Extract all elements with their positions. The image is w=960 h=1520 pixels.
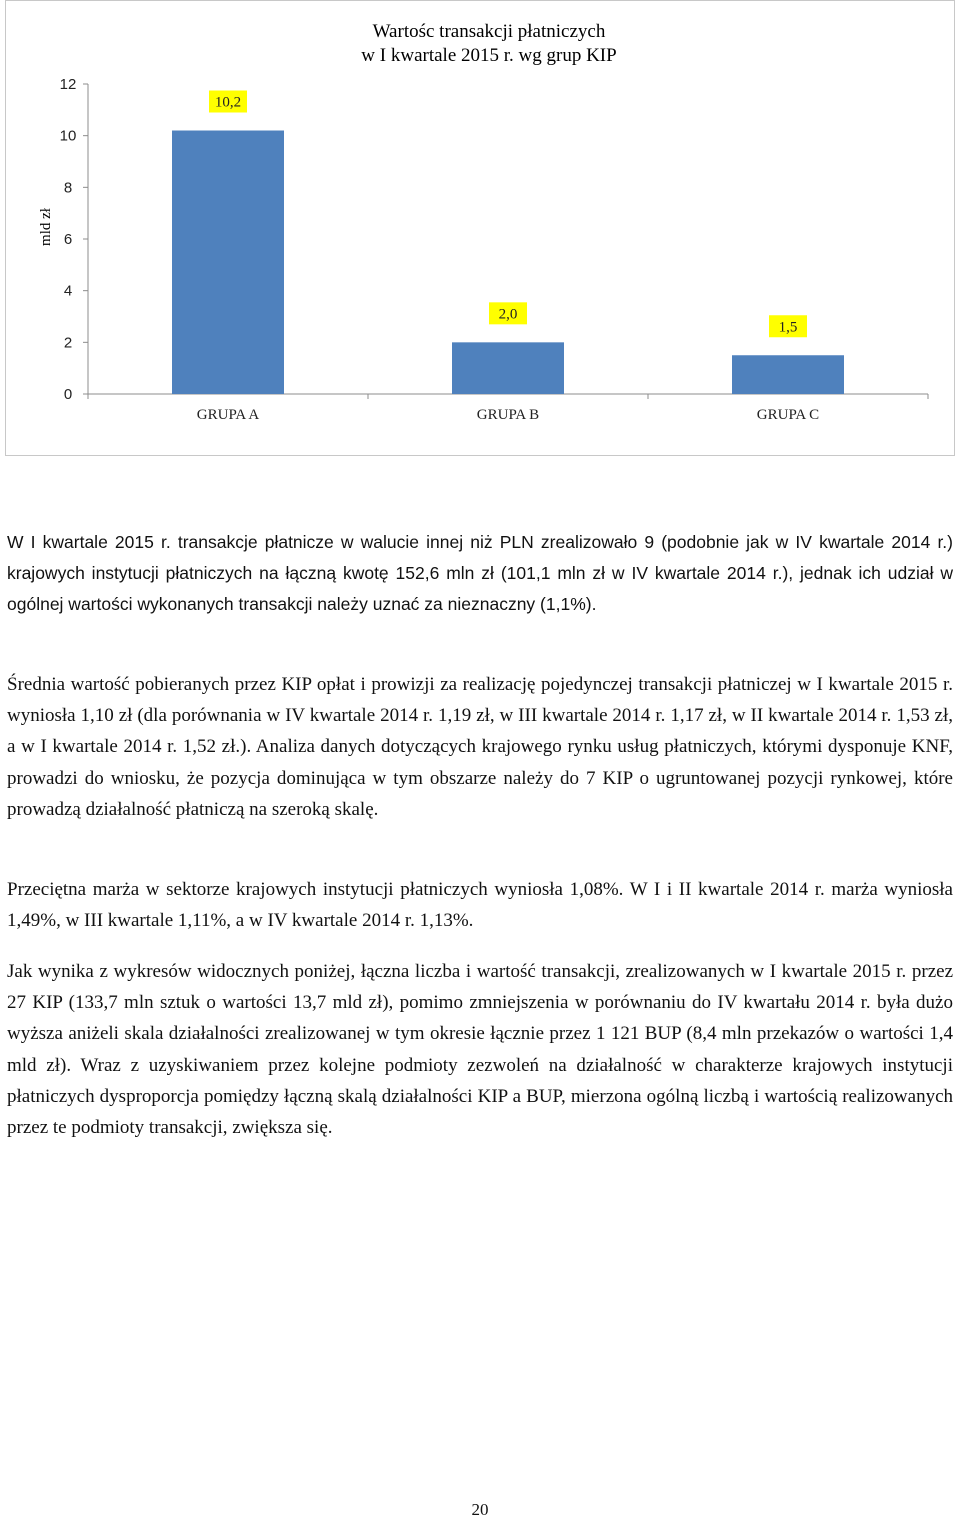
paragraph-foreign-currency: W I kwartale 2015 r. transakcje płatnicze w walucie innej niż PLN zrealizowało 9 (podobnie jak w IV kwartale 2014 r.) krajowych instytucji płatniczych na łączną kwotę 152,6 mln zł (101,1 mln zł w IV kwartale 2014 r.), jednak ich udział w ogólnej wartości wykonanych transakcji należy uznać za nieznaczny (1,1%). <box>7 532 953 615</box>
bar <box>452 342 564 394</box>
data-label: 2,0 <box>498 306 518 323</box>
page-number: 20 <box>471 1500 489 1519</box>
chart-title-line: w I kwartale 2015 r. wg grup KIP <box>361 45 617 66</box>
chart-title <box>361 21 616 66</box>
chart-container <box>5 0 955 456</box>
bar <box>732 355 844 394</box>
chart-bars <box>172 131 844 395</box>
x-tick-label: GRUPA B <box>476 407 540 423</box>
y-tick-label: 12 <box>59 76 77 93</box>
data-label: 1,5 <box>778 319 798 336</box>
data-label: 10,2 <box>214 94 242 111</box>
bar <box>172 131 284 395</box>
x-tick-label: GRUPA A <box>196 407 260 423</box>
y-tick-label: 2 <box>63 334 73 352</box>
y-tick-label: 0 <box>63 386 73 403</box>
y-tick-label: 10 <box>59 127 77 145</box>
paragraph-margin: Przeciętna marża w sektorze krajowych instytucji płatniczych wyniosła 1,08%. W I i II kwartale 2014 r. marża wyniosła 1,49%, w III kwartale 1,11%, a w IV kwartale 2014 r. 1,13%. <box>7 879 953 932</box>
chart-title-line: Wartośc transakcji płatniczych <box>372 21 606 42</box>
y-tick-label: 6 <box>63 231 73 248</box>
bar-chart <box>6 1 956 457</box>
y-tick-label: 4 <box>63 282 73 300</box>
y-tick-label: 8 <box>63 179 73 197</box>
paragraph-fees: Średnia wartość pobieranych przez KIP opłat i prowizji za realizację pojedynczej transakcji płatniczej w I kwartale 2015 r. wyniosła 1,10 zł (dla porównania w IV kwartale 2014 r. 1,19 zł, w III kwartale 2014 r. 1,17 zł, w II kwartale 2014 r. 1,53 zł, a w I kwartale 2014 r. 1,52 zł.). Analiza danych dotyczących krajowego rynku usług płatniczych, którymi dysponuje KNF, prowadzi do wniosku, że pozycja dominująca w tym obszarze należy do 7 KIP o ugruntowanej pozycji rynkowej, które prowadzą działalność płatniczą na szeroką skalę. <box>7 674 953 820</box>
y-axis-label: mld zł <box>38 208 54 246</box>
paragraph-kip-bup-comparison: Jak wynika z wykresów widocznych poniżej, łączna liczba i wartość transakcji, zrealizowanych w I kwartale 2015 r. przez 27 KIP (133,7 mln sztuk o wartości 13,7 mld zł), pomimo zmniejszenia w porównaniu do IV kwartału 2014 r. była dużo wyższa aniżeli skala działalności zrealizowanej w tym okresie łącznie przez 1 121 BUP (8,4 mln przekazów o wartości 1,4 mld zł). Wraz z uzyskiwaniem przez kolejne podmioty zezwoleń na działalność w charakterze krajowych instytucji płatniczych dysproporcja pomiędzy łączną skalą działalności KIP a BUP, mierzona ogólną liczbą i wartością realizowanych przez te podmioty transakcji, zwiększa się. <box>7 961 953 1139</box>
x-tick-label: GRUPA C <box>756 407 820 423</box>
